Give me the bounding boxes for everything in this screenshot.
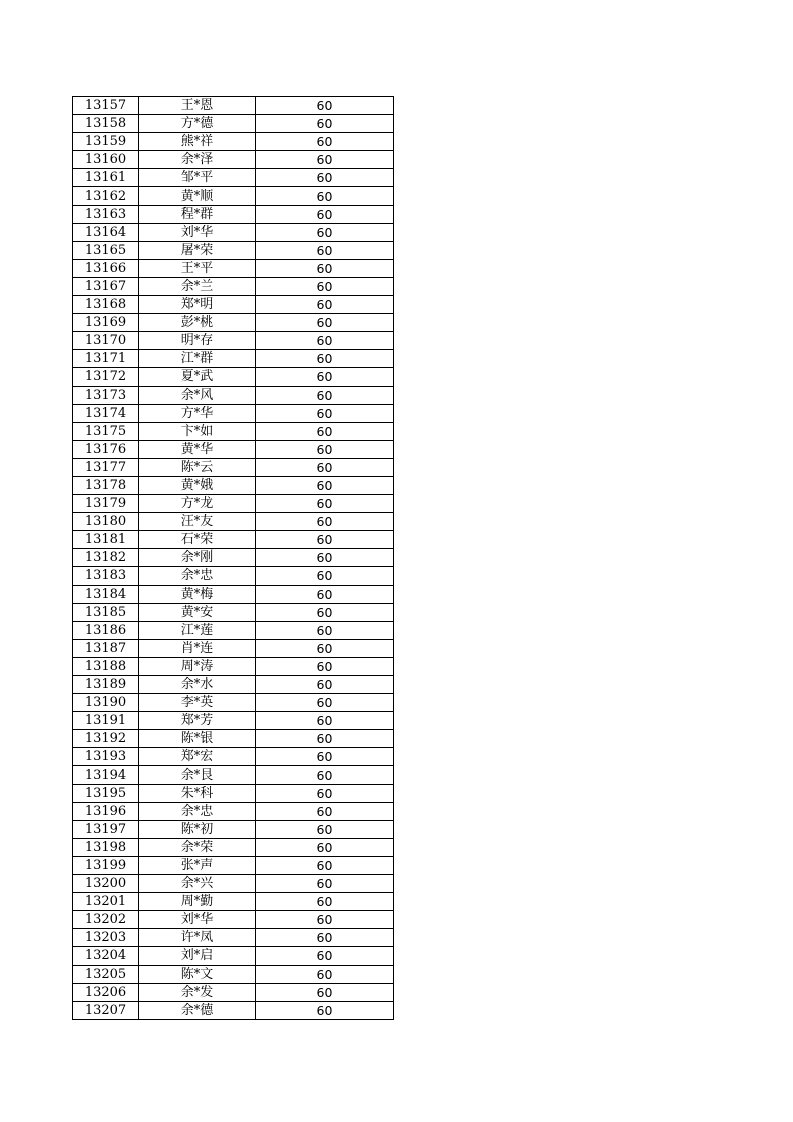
cell-id: 13199 (73, 856, 139, 874)
table-row (73, 259, 394, 277)
cell-id: 13181 (73, 531, 139, 549)
cell-name: 郑*芳 (139, 712, 256, 730)
cell-score: 60 (256, 169, 394, 187)
cell-name: 余*艮 (139, 766, 256, 784)
table-row (73, 766, 394, 784)
cell-score: 60 (256, 621, 394, 639)
cell-name: 江*群 (139, 350, 256, 368)
table-row (73, 422, 394, 440)
cell-name: 方*华 (139, 404, 256, 422)
cell-score: 60 (256, 1001, 394, 1019)
cell-score: 60 (256, 531, 394, 549)
cell-name: 许*凤 (139, 929, 256, 947)
cell-score: 60 (256, 368, 394, 386)
cell-id: 13191 (73, 712, 139, 730)
cell-name: 余*刚 (139, 549, 256, 567)
table-row (73, 838, 394, 856)
cell-id: 13172 (73, 368, 139, 386)
table-row (73, 97, 394, 115)
cell-score: 60 (256, 440, 394, 458)
cell-score: 60 (256, 603, 394, 621)
cell-id: 13174 (73, 404, 139, 422)
table-row (73, 495, 394, 513)
table-row (73, 187, 394, 205)
table-row (73, 332, 394, 350)
cell-id: 13168 (73, 296, 139, 314)
cell-name: 肖*连 (139, 639, 256, 657)
cell-name: 彭*桃 (139, 314, 256, 332)
cell-score: 60 (256, 929, 394, 947)
table-row (73, 639, 394, 657)
table-row (73, 694, 394, 712)
table-row (73, 875, 394, 893)
cell-id: 13184 (73, 585, 139, 603)
cell-score: 60 (256, 838, 394, 856)
cell-score: 60 (256, 983, 394, 1001)
cell-score: 60 (256, 476, 394, 494)
table-row (73, 893, 394, 911)
cell-score: 60 (256, 223, 394, 241)
cell-score: 60 (256, 947, 394, 965)
cell-name: 余*发 (139, 983, 256, 1001)
table-row (73, 115, 394, 133)
cell-name: 方*德 (139, 115, 256, 133)
cell-id: 13169 (73, 314, 139, 332)
table-row (73, 549, 394, 567)
cell-score: 60 (256, 893, 394, 911)
cell-name: 陈*银 (139, 730, 256, 748)
cell-score: 60 (256, 296, 394, 314)
table-row (73, 404, 394, 422)
cell-score: 60 (256, 241, 394, 259)
cell-score: 60 (256, 856, 394, 874)
cell-id: 13170 (73, 332, 139, 350)
cell-score: 60 (256, 585, 394, 603)
cell-name: 余*风 (139, 386, 256, 404)
cell-score: 60 (256, 748, 394, 766)
cell-id: 13160 (73, 151, 139, 169)
cell-score: 60 (256, 549, 394, 567)
cell-score: 60 (256, 657, 394, 675)
table-row (73, 567, 394, 585)
table-row (73, 151, 394, 169)
cell-id: 13201 (73, 893, 139, 911)
cell-score: 60 (256, 513, 394, 531)
cell-id: 13162 (73, 187, 139, 205)
cell-id: 13177 (73, 458, 139, 476)
table-row (73, 368, 394, 386)
cell-score: 60 (256, 187, 394, 205)
table-body (73, 97, 394, 1020)
cell-name: 朱*科 (139, 784, 256, 802)
cell-name: 李*英 (139, 694, 256, 712)
cell-name: 江*莲 (139, 621, 256, 639)
cell-score: 60 (256, 875, 394, 893)
table-row (73, 621, 394, 639)
cell-name: 余*忠 (139, 567, 256, 585)
data-table (72, 96, 394, 1020)
cell-score: 60 (256, 911, 394, 929)
cell-name: 刘*华 (139, 911, 256, 929)
cell-name: 卞*如 (139, 422, 256, 440)
cell-name: 黄*娥 (139, 476, 256, 494)
table-row (73, 965, 394, 983)
cell-name: 王*恩 (139, 97, 256, 115)
cell-name: 黄*安 (139, 603, 256, 621)
cell-id: 13182 (73, 549, 139, 567)
cell-name: 郑*明 (139, 296, 256, 314)
table-row (73, 802, 394, 820)
cell-name: 余*德 (139, 1001, 256, 1019)
cell-id: 13207 (73, 1001, 139, 1019)
cell-score: 60 (256, 115, 394, 133)
cell-name: 周*涛 (139, 657, 256, 675)
cell-id: 13200 (73, 875, 139, 893)
cell-score: 60 (256, 676, 394, 694)
cell-score: 60 (256, 639, 394, 657)
table-row (73, 205, 394, 223)
cell-name: 周*勤 (139, 893, 256, 911)
cell-score: 60 (256, 965, 394, 983)
cell-name: 余*荣 (139, 838, 256, 856)
cell-name: 陈*云 (139, 458, 256, 476)
cell-name: 程*群 (139, 205, 256, 223)
table-row (73, 657, 394, 675)
cell-name: 余*兰 (139, 277, 256, 295)
cell-name: 刘*华 (139, 223, 256, 241)
cell-score: 60 (256, 314, 394, 332)
cell-score: 60 (256, 495, 394, 513)
cell-score: 60 (256, 567, 394, 585)
cell-score: 60 (256, 784, 394, 802)
cell-id: 13202 (73, 911, 139, 929)
cell-id: 13176 (73, 440, 139, 458)
cell-name: 张*声 (139, 856, 256, 874)
cell-id: 13194 (73, 766, 139, 784)
cell-id: 13180 (73, 513, 139, 531)
table-row (73, 676, 394, 694)
table-row (73, 531, 394, 549)
table-row (73, 712, 394, 730)
table-row (73, 458, 394, 476)
cell-score: 60 (256, 802, 394, 820)
table-row (73, 983, 394, 1001)
table-row (73, 296, 394, 314)
cell-id: 13158 (73, 115, 139, 133)
cell-id: 13204 (73, 947, 139, 965)
cell-id: 13196 (73, 802, 139, 820)
cell-name: 余*忠 (139, 802, 256, 820)
table-row (73, 820, 394, 838)
cell-score: 60 (256, 766, 394, 784)
table-row (73, 314, 394, 332)
table-row (73, 169, 394, 187)
cell-name: 陈*初 (139, 820, 256, 838)
table-row (73, 603, 394, 621)
table-row (73, 476, 394, 494)
table-row (73, 223, 394, 241)
cell-id: 13163 (73, 205, 139, 223)
cell-score: 60 (256, 151, 394, 169)
cell-name: 陈*文 (139, 965, 256, 983)
table-row (73, 947, 394, 965)
cell-score: 60 (256, 820, 394, 838)
cell-name: 屠*荣 (139, 241, 256, 259)
table-row (73, 440, 394, 458)
table-row (73, 730, 394, 748)
cell-id: 13203 (73, 929, 139, 947)
cell-name: 熊*祥 (139, 133, 256, 151)
cell-id: 13171 (73, 350, 139, 368)
table-row (73, 1001, 394, 1019)
cell-name: 夏*武 (139, 368, 256, 386)
table-row (73, 241, 394, 259)
cell-name: 刘*启 (139, 947, 256, 965)
cell-id: 13167 (73, 277, 139, 295)
cell-id: 13159 (73, 133, 139, 151)
cell-name: 明*存 (139, 332, 256, 350)
table-row (73, 513, 394, 531)
cell-id: 13175 (73, 422, 139, 440)
cell-name: 黄*顺 (139, 187, 256, 205)
table-row (73, 748, 394, 766)
cell-score: 60 (256, 730, 394, 748)
cell-id: 13186 (73, 621, 139, 639)
cell-name: 余*兴 (139, 875, 256, 893)
cell-name: 郑*宏 (139, 748, 256, 766)
cell-score: 60 (256, 386, 394, 404)
cell-name: 汪*友 (139, 513, 256, 531)
cell-id: 13206 (73, 983, 139, 1001)
cell-id: 13198 (73, 838, 139, 856)
cell-id: 13195 (73, 784, 139, 802)
table-row (73, 386, 394, 404)
cell-name: 王*平 (139, 259, 256, 277)
table-row (73, 133, 394, 151)
cell-score: 60 (256, 712, 394, 730)
cell-score: 60 (256, 422, 394, 440)
table-row (73, 856, 394, 874)
cell-id: 13165 (73, 241, 139, 259)
table-row (73, 277, 394, 295)
table-row (73, 929, 394, 947)
cell-id: 13193 (73, 748, 139, 766)
cell-id: 13157 (73, 97, 139, 115)
cell-id: 13179 (73, 495, 139, 513)
cell-id: 13185 (73, 603, 139, 621)
cell-score: 60 (256, 350, 394, 368)
table-row (73, 911, 394, 929)
table-row (73, 585, 394, 603)
cell-name: 余*水 (139, 676, 256, 694)
cell-id: 13192 (73, 730, 139, 748)
cell-id: 13178 (73, 476, 139, 494)
cell-name: 余*泽 (139, 151, 256, 169)
cell-name: 黄*梅 (139, 585, 256, 603)
cell-id: 13173 (73, 386, 139, 404)
table-row (73, 784, 394, 802)
cell-score: 60 (256, 458, 394, 476)
cell-id: 13188 (73, 657, 139, 675)
cell-score: 60 (256, 97, 394, 115)
cell-score: 60 (256, 259, 394, 277)
cell-id: 13166 (73, 259, 139, 277)
cell-id: 13183 (73, 567, 139, 585)
cell-id: 13190 (73, 694, 139, 712)
cell-id: 13189 (73, 676, 139, 694)
cell-name: 黄*华 (139, 440, 256, 458)
cell-id: 13164 (73, 223, 139, 241)
cell-name: 方*龙 (139, 495, 256, 513)
cell-score: 60 (256, 404, 394, 422)
cell-name: 石*荣 (139, 531, 256, 549)
cell-score: 60 (256, 277, 394, 295)
cell-score: 60 (256, 133, 394, 151)
cell-id: 13161 (73, 169, 139, 187)
cell-id: 13187 (73, 639, 139, 657)
cell-score: 60 (256, 332, 394, 350)
cell-score: 60 (256, 205, 394, 223)
table-row (73, 350, 394, 368)
cell-id: 13205 (73, 965, 139, 983)
cell-name: 邹*平 (139, 169, 256, 187)
cell-id: 13197 (73, 820, 139, 838)
cell-score: 60 (256, 694, 394, 712)
